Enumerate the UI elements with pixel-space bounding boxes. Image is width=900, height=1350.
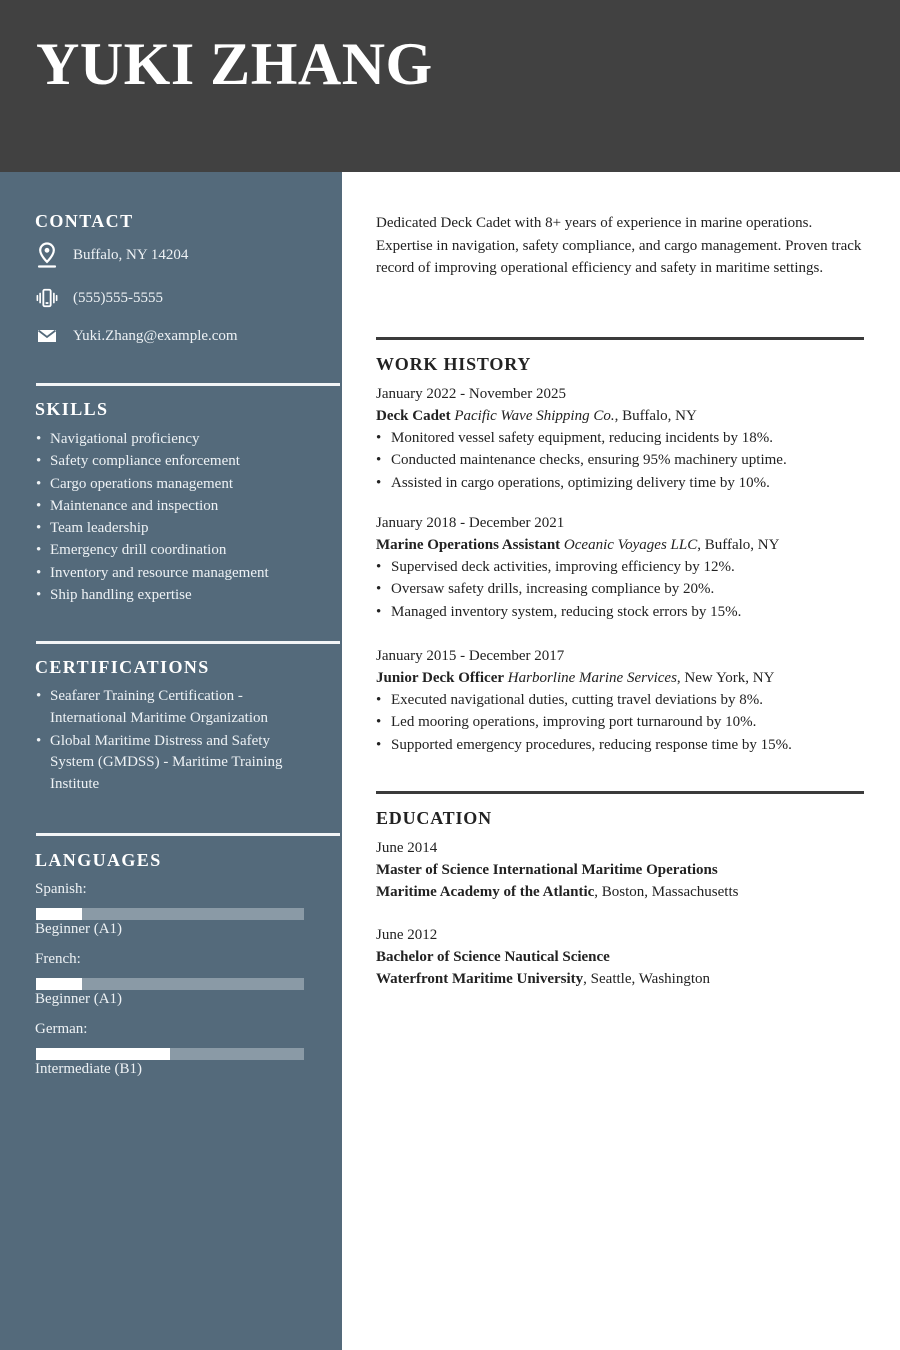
job-title-line xyxy=(376,534,876,556)
work-history-heading: WORK HISTORY xyxy=(376,354,532,374)
list-item: • Maintenance and inspection xyxy=(36,495,269,517)
section-divider xyxy=(376,791,864,794)
list-item: • Seafarer Training Certification - International Maritime Organization xyxy=(36,686,298,729)
language-proficiency-fill xyxy=(36,1048,170,1060)
language-name: German: xyxy=(35,1021,88,1037)
language-proficiency-bar xyxy=(36,908,304,920)
education-heading: EDUCATION xyxy=(376,808,492,828)
job-entry xyxy=(376,513,876,623)
education-entry xyxy=(376,924,876,990)
language-proficiency-bar xyxy=(36,1048,304,1060)
list-item: • Ship handling expertise xyxy=(36,584,269,606)
section-divider xyxy=(376,337,864,340)
job-entry xyxy=(376,384,876,494)
job-bullets xyxy=(376,427,876,494)
education-entry xyxy=(376,837,876,903)
list-item: • Navigational proficiency xyxy=(36,428,269,450)
education-school-line xyxy=(376,968,876,990)
header-banner xyxy=(0,0,900,172)
education-degree: Master of Science International Maritime Operations xyxy=(376,862,718,878)
section-divider xyxy=(36,383,340,386)
education-school: Maritime Academy of the Atlantic xyxy=(376,884,595,900)
job-title-line xyxy=(376,405,876,427)
job-role: Deck Cadet xyxy=(376,408,451,424)
phone-text[interactable]: (555)555-5555 xyxy=(73,289,163,306)
list-item: • Led mooring operations, improving port turnaround by 10%. xyxy=(376,711,876,733)
certifications-list xyxy=(36,686,298,797)
job-entry xyxy=(376,646,876,756)
email-text[interactable]: Yuki.Zhang@example.com xyxy=(73,327,238,344)
languages-heading: LANGUAGES xyxy=(35,850,162,870)
main-content xyxy=(342,172,900,1350)
job-bullets xyxy=(376,689,876,756)
list-item: • Global Maritime Distress and Safety System (GMDSS) - Maritime Training Institute xyxy=(36,731,298,796)
list-item: • Team leadership xyxy=(36,517,269,539)
certifications-heading: CERTIFICATIONS xyxy=(35,657,210,677)
envelope-icon xyxy=(36,328,58,344)
skills-list xyxy=(36,428,269,606)
contact-location xyxy=(36,244,188,266)
education-date: June 2012 xyxy=(376,927,438,943)
list-item: • Conducted maintenance checks, ensuring 95% machinery uptime. xyxy=(376,449,876,471)
section-divider xyxy=(36,641,340,644)
language-proficiency-fill xyxy=(36,908,82,920)
education-date: June 2014 xyxy=(376,840,438,856)
list-item: • Monitored vessel safety equipment, reducing incidents by 18%. xyxy=(376,427,876,449)
education-location: , Boston, Massachusetts xyxy=(594,884,739,900)
list-item: • Oversaw safety drills, increasing compliance by 20%. xyxy=(376,578,876,600)
education-school: Waterfront Maritime University xyxy=(376,971,584,987)
job-company: Pacific Wave Shipping Co. xyxy=(454,408,615,424)
language-proficiency-fill xyxy=(36,978,82,990)
job-dates: January 2018 - December 2021 xyxy=(376,515,565,531)
list-item: • Assisted in cargo operations, optimizing delivery time by 10%. xyxy=(376,472,876,494)
phone-icon xyxy=(36,287,58,309)
language-level: Beginner (A1) xyxy=(35,921,123,937)
list-item: • Safety compliance enforcement xyxy=(36,450,269,472)
list-item: • Inventory and resource management xyxy=(36,562,269,584)
professional-summary: Dedicated Deck Cadet with 8+ years of experience in marine operations. Expertise in navigation, safety compliance, and cargo management. Proven track record of improving operational efficiency and safety in maritime settings. xyxy=(376,215,862,276)
contact-phone[interactable] xyxy=(36,287,163,309)
job-dates: January 2015 - December 2017 xyxy=(376,648,565,664)
job-company: Oceanic Voyages LLC xyxy=(563,537,698,553)
job-dates: January 2022 - November 2025 xyxy=(376,386,566,402)
job-location: , Buffalo, NY xyxy=(614,408,697,424)
skills-heading: SKILLS xyxy=(35,399,109,419)
job-location: , Buffalo, NY xyxy=(697,537,780,553)
list-item: • Managed inventory system, reducing stock errors by 15%. xyxy=(376,601,876,623)
contact-heading: CONTACT xyxy=(35,211,134,231)
list-item: • Supervised deck activities, improving efficiency by 12%. xyxy=(376,556,876,578)
education-school-line xyxy=(376,881,876,903)
job-role: Junior Deck Officer xyxy=(376,670,505,686)
sidebar xyxy=(0,172,342,1350)
section-divider xyxy=(36,833,340,836)
location-text: Buffalo, NY 14204 xyxy=(73,246,189,263)
list-item: • Supported emergency procedures, reducing response time by 15%. xyxy=(376,734,876,756)
job-location: , New York, NY xyxy=(676,670,775,686)
contact-email[interactable] xyxy=(36,325,238,347)
language-level: Intermediate (B1) xyxy=(35,1061,143,1077)
list-item: • Emergency drill coordination xyxy=(36,539,269,561)
education-location: , Seattle, Washington xyxy=(583,971,711,987)
job-company: Harborline Marine Services xyxy=(507,670,677,686)
language-name: French: xyxy=(35,951,81,967)
education-degree: Bachelor of Science Nautical Science xyxy=(376,949,610,965)
language-name: Spanish: xyxy=(35,881,87,897)
list-item: • Executed navigational duties, cutting travel deviations by 8%. xyxy=(376,689,876,711)
location-pin-icon xyxy=(36,242,58,268)
job-bullets xyxy=(376,556,876,623)
language-level: Beginner (A1) xyxy=(35,991,123,1007)
candidate-name: YUKI ZHANG xyxy=(36,31,433,97)
job-title-line xyxy=(376,667,876,689)
job-role: Marine Operations Assistant xyxy=(376,537,561,553)
language-proficiency-bar xyxy=(36,978,304,990)
list-item: • Cargo operations management xyxy=(36,473,269,495)
